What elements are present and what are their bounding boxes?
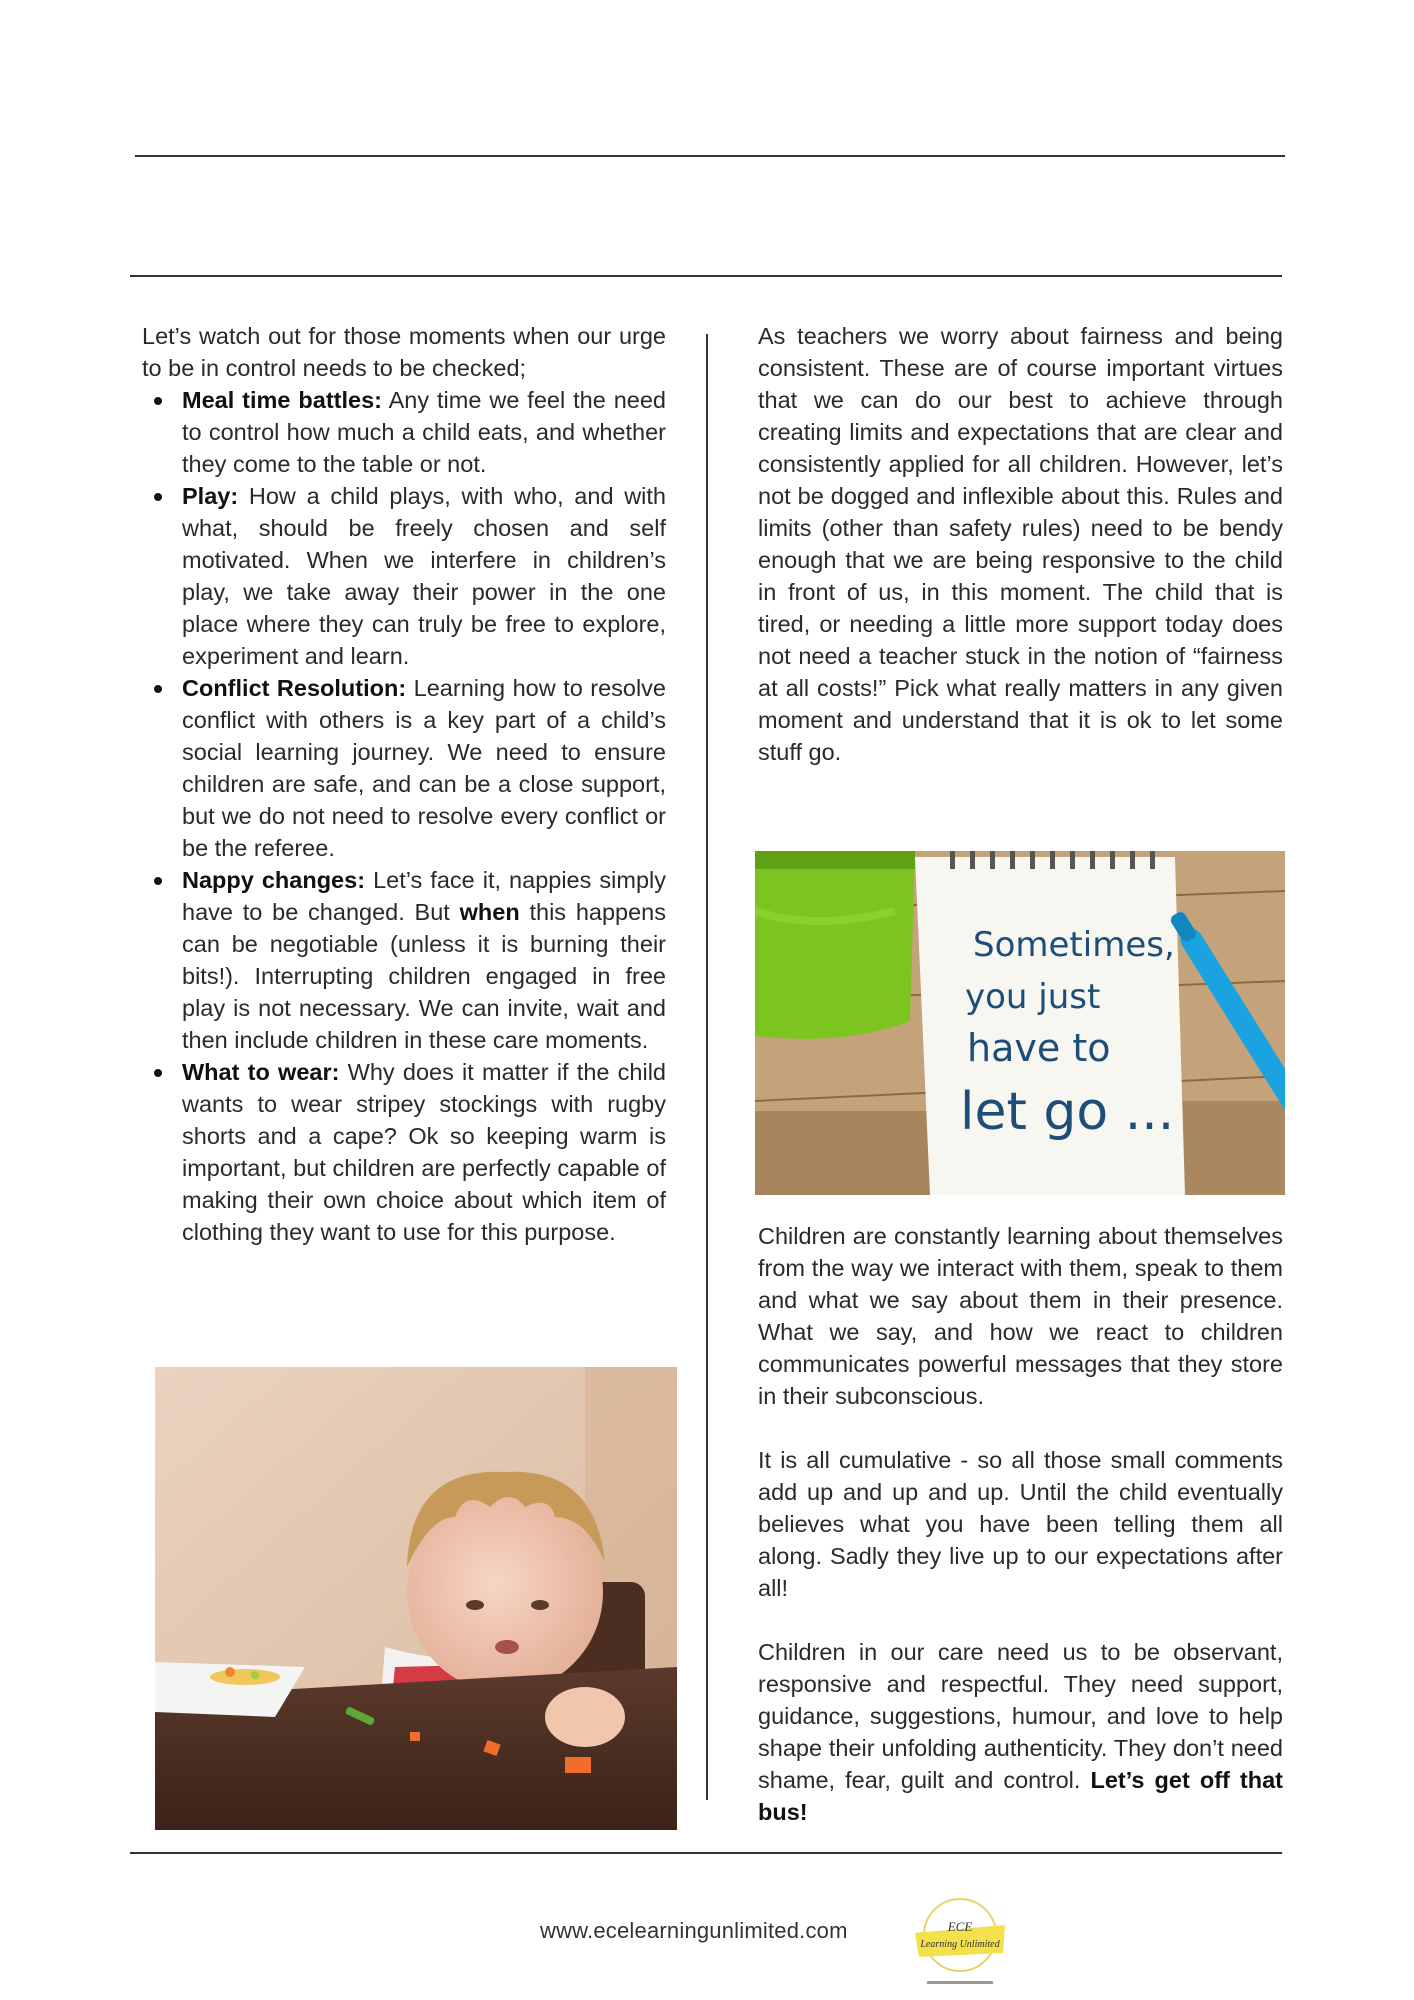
list-item-emphasis: when (459, 899, 520, 925)
learning-paragraph: Children are constantly learning about themselves from the way we interact with them, speak to them and what we say about them in their presence. What we say, and how we react to children communicates powerful messages that they store in their subconscious. (758, 1223, 1283, 1409)
list-item-nappy-changes (142, 864, 666, 1056)
right-column-top (758, 320, 1283, 768)
left-column (142, 320, 666, 1248)
list-item-text: Any time we feel the need to control how much a child eats, and whether they come to the table or not. (182, 387, 666, 477)
notepad-line-2: you just (965, 977, 1101, 1017)
list-item-text: How a child plays, with who, and with what, should be freely chosen and self motivated. When we interfere in children’s play, we take away their power in the one place where they can truly be free to explore, experiment and learn. (182, 483, 666, 669)
closing-emphasis: Let’s get off that bus! (758, 1767, 1283, 1825)
ece-logo (905, 1895, 1015, 1991)
list-item-text: Why does it matter if the child wants to wear stripey stockings with rugby shorts and a cape? Ok so keeping warm is important, but children are perfectly capable of making their own choice about which item of clothing they want to use for this purpose. (182, 1059, 667, 1245)
list-item-meal-time (142, 384, 666, 480)
fairness-paragraph: As teachers we worry about fairness and being consistent. These are of course important virtues that we can do our best to achieve through creating limits and expectations that are clear and consistently applied for all children. However, let’s not be dogged and inflexible about this. Rules and limits (other than safety rules) need to be bendy enough that we are being responsive to the child in front of us, in this moment. The child that is tired, or needing a little more support today does not need a teacher stuck in the notion of “fairness at all costs!” Pick what really matters in any given moment and understand that it is ok to let some stuff go. (758, 323, 1283, 765)
let-go-notepad-photo (755, 851, 1285, 1195)
notepad-line-1: Sometimes, (973, 925, 1175, 965)
closing-text: Children in our care need us to be observant, responsive and respectful. They need support, guidance, suggestions, humour, and love to help shape their unfolding authenticity. They don’t need shame, fear, guilt and control. (758, 1639, 1283, 1793)
list-item-text: this happens can be negotiable (unless it is burning their bits!). Interrupting children engaged in free play is not necessary. We can invite, wait and then include children in these care moments. (182, 899, 666, 1053)
list-item-title: Nappy changes: (182, 867, 366, 893)
child-eating-photo (155, 1367, 677, 1830)
header-rule-bottom (130, 275, 1282, 277)
list-item-title: Meal time battles: (182, 387, 382, 413)
svg-text:Learning Unlimited: Learning Unlimited (920, 1939, 1000, 1950)
header-rule-top (135, 155, 1285, 157)
list-item-title: Play: (182, 483, 239, 509)
control-moments-list (142, 384, 666, 1248)
notepad-line-3: have to (967, 1026, 1111, 1070)
footer-website-link[interactable]: www.ecelearningunlimited.com (540, 1918, 848, 1943)
list-item-what-to-wear (142, 1056, 666, 1248)
list-item-play (142, 480, 666, 672)
svg-text:ECE: ECE (947, 1919, 973, 1934)
notepad-line-4: let go ... (960, 1082, 1175, 1142)
right-column-bottom (758, 1220, 1283, 1828)
cumulative-paragraph: It is all cumulative - so all those small comments add up and up and up. Until the child eventually believes what you have been telling them all along. Sadly they live up to our expectations after all! (758, 1447, 1283, 1601)
intro-paragraph: Let’s watch out for those moments when our urge to be in control needs to be checked; (142, 323, 666, 381)
list-item-text: Let’s face it, nappies simply have to be changed. But (182, 867, 666, 925)
list-item-title: What to wear: (182, 1059, 340, 1085)
list-item-title: Conflict Resolution: (182, 675, 407, 701)
closing-paragraph (758, 1636, 1283, 1828)
list-item-text: Learning how to resolve conflict with others is a key part of a child’s social learning journey. We need to ensure children are safe, and can be a close support, but we do not need to resolve every conflict or be the referee. (182, 675, 667, 861)
list-item-conflict-resolution (142, 672, 666, 864)
footer-rule (130, 1852, 1282, 1854)
column-divider (706, 334, 708, 1800)
